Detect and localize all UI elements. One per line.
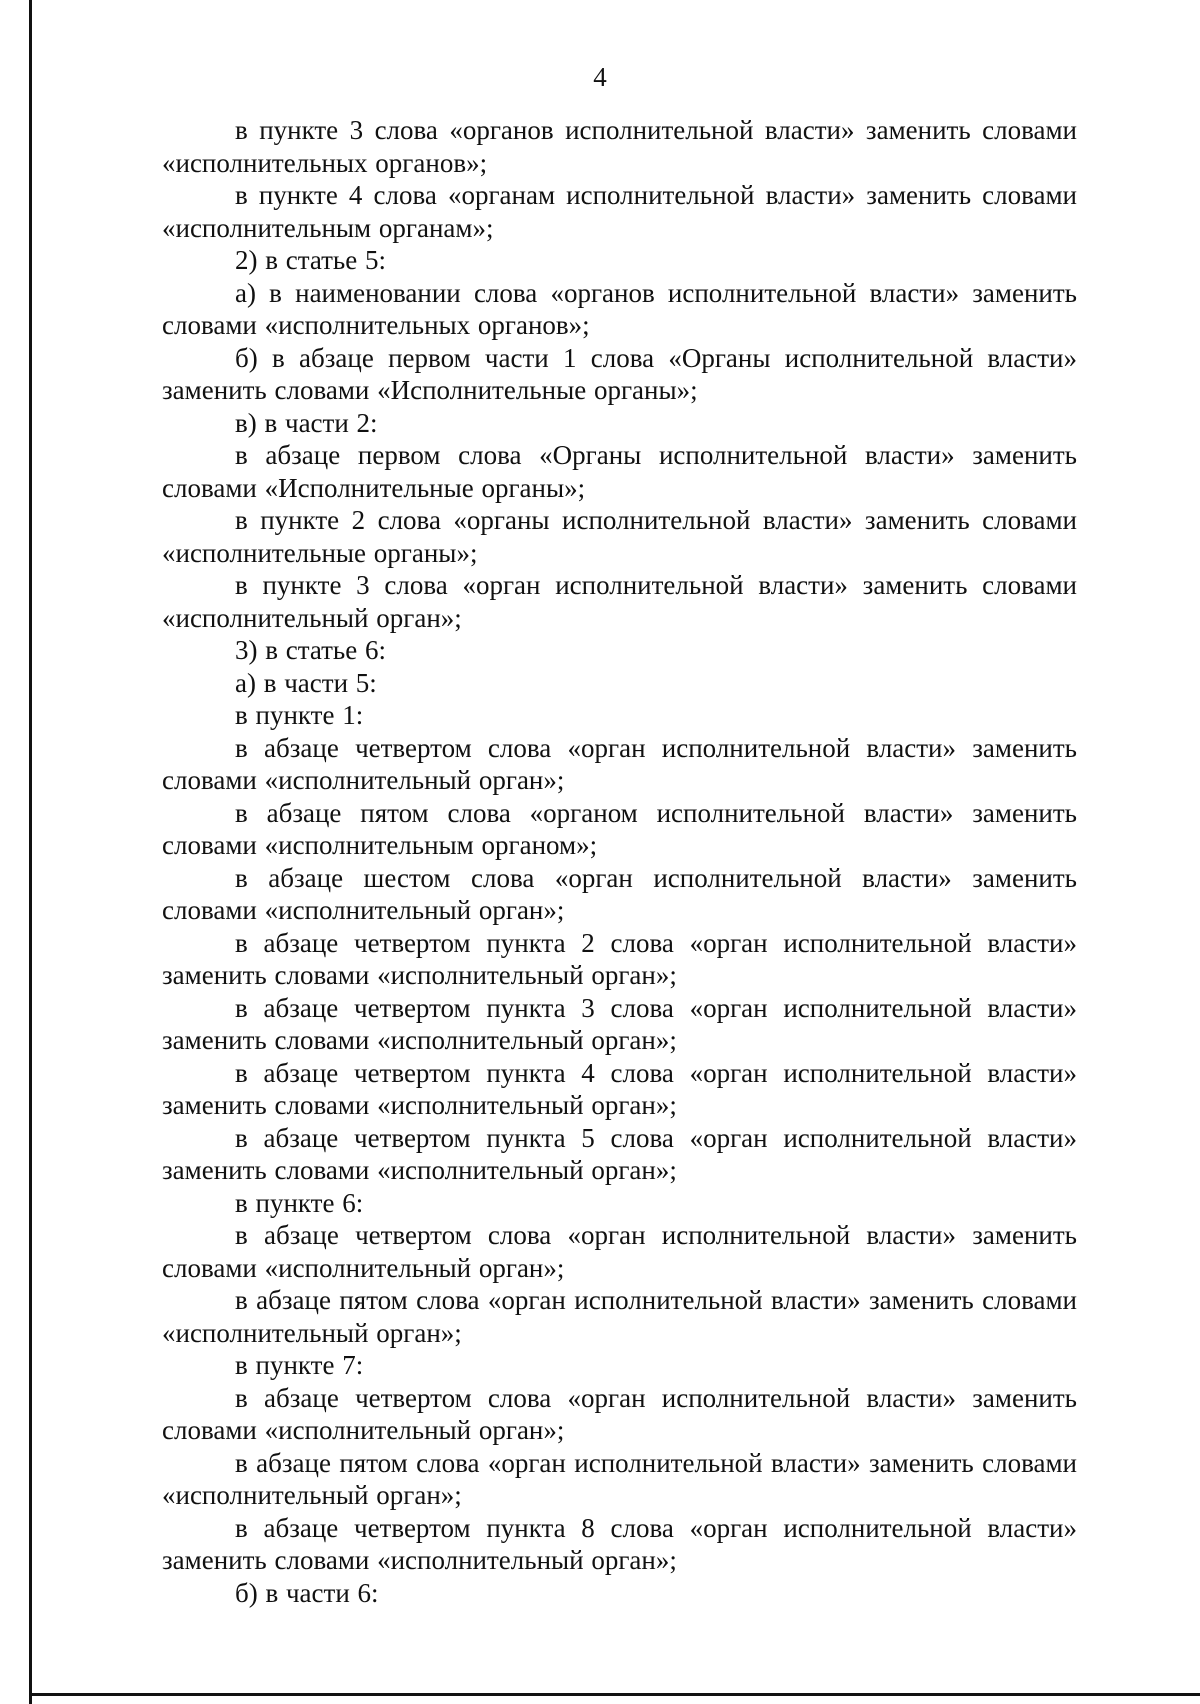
paragraph: в пункте 7: <box>235 1350 364 1380</box>
paragraph: в абзаце первом слова «Органы исполнительной власти» заменить словами «Исполнительные органы»; <box>162 440 1077 503</box>
paragraph: в абзаце пятом слова «орган исполнительной власти» заменить словами «исполнительный орган»; <box>162 1285 1077 1348</box>
paragraph: в пункте 3 слова «орган исполнительной власти» заменить словами «исполнительный орган»; <box>162 570 1077 633</box>
scan-border-left <box>29 0 32 1704</box>
paragraph: б) в абзаце первом части 1 слова «Органы исполнительной власти» заменить словами «Исполнительные органы»; <box>162 342 1077 405</box>
page-number: 4 <box>593 62 607 92</box>
paragraph: б) в части 6: <box>235 1577 379 1608</box>
scan-border-bottom <box>29 1693 1200 1696</box>
paragraph: в абзаце четвертом пункта 8 слова «орган исполнительной власти» заменить словами «исполнительный орган»; <box>162 1512 1077 1575</box>
document-body <box>162 114 1077 1609</box>
paragraph: в пункте 3 слова «органов исполнительной власти» заменить словами «исполнительных органов»; <box>162 115 1077 178</box>
paragraph: в абзаце четвертом пункта 3 слова «орган исполнительной власти» заменить словами «исполнительный орган»; <box>162 992 1077 1055</box>
paragraph: в пункте 2 слова «органы исполнительной власти» заменить словами «исполнительные органы»; <box>162 505 1077 568</box>
paragraph: в пункте 6: <box>235 1187 364 1218</box>
paragraph: в абзаце четвертом пункта 2 слова «орган исполнительной власти» заменить словами «исполнительный орган»; <box>162 927 1077 990</box>
paragraph: в абзаце пятом слова «орган исполнительной власти» заменить словами «исполнительный орган»; <box>162 1447 1077 1510</box>
paragraph: а) в наименовании слова «органов исполнительной власти» заменить словами «исполнительных органов»; <box>162 277 1077 340</box>
paragraph: в абзаце шестом слова «орган исполнительной власти» заменить словами «исполнительный орган»; <box>162 862 1077 925</box>
paragraph: в абзаце четвертом пункта 5 слова «орган исполнительной власти» заменить словами «исполнительный орган»; <box>162 1122 1077 1185</box>
paragraph: в пункте 4 слова «органам исполнительной власти» заменить словами «исполнительным органам»; <box>162 180 1077 243</box>
paragraph: 2) в статье 5: <box>235 245 386 275</box>
paragraph: в абзаце четвертом пункта 4 слова «орган исполнительной власти» заменить словами «исполнительный орган»; <box>162 1057 1077 1120</box>
paragraph: в пункте 1: <box>235 700 364 730</box>
paragraph: 3) в статье 6: <box>235 635 386 665</box>
paragraph: а) в части 5: <box>235 667 377 698</box>
paragraph: в абзаце четвертом слова «орган исполнительной власти» заменить словами «исполнительный орган»; <box>162 1220 1077 1283</box>
paragraph: в абзаце четвертом слова «орган исполнительной власти» заменить словами «исполнительный орган»; <box>162 1382 1077 1445</box>
paragraph: в абзаце четвертом слова «орган исполнительной власти» заменить словами «исполнительный орган»; <box>162 732 1077 795</box>
paragraph: в) в части 2: <box>235 407 378 438</box>
paragraph: в абзаце пятом слова «органом исполнительной власти» заменить словами «исполнительным органом»; <box>162 797 1077 860</box>
